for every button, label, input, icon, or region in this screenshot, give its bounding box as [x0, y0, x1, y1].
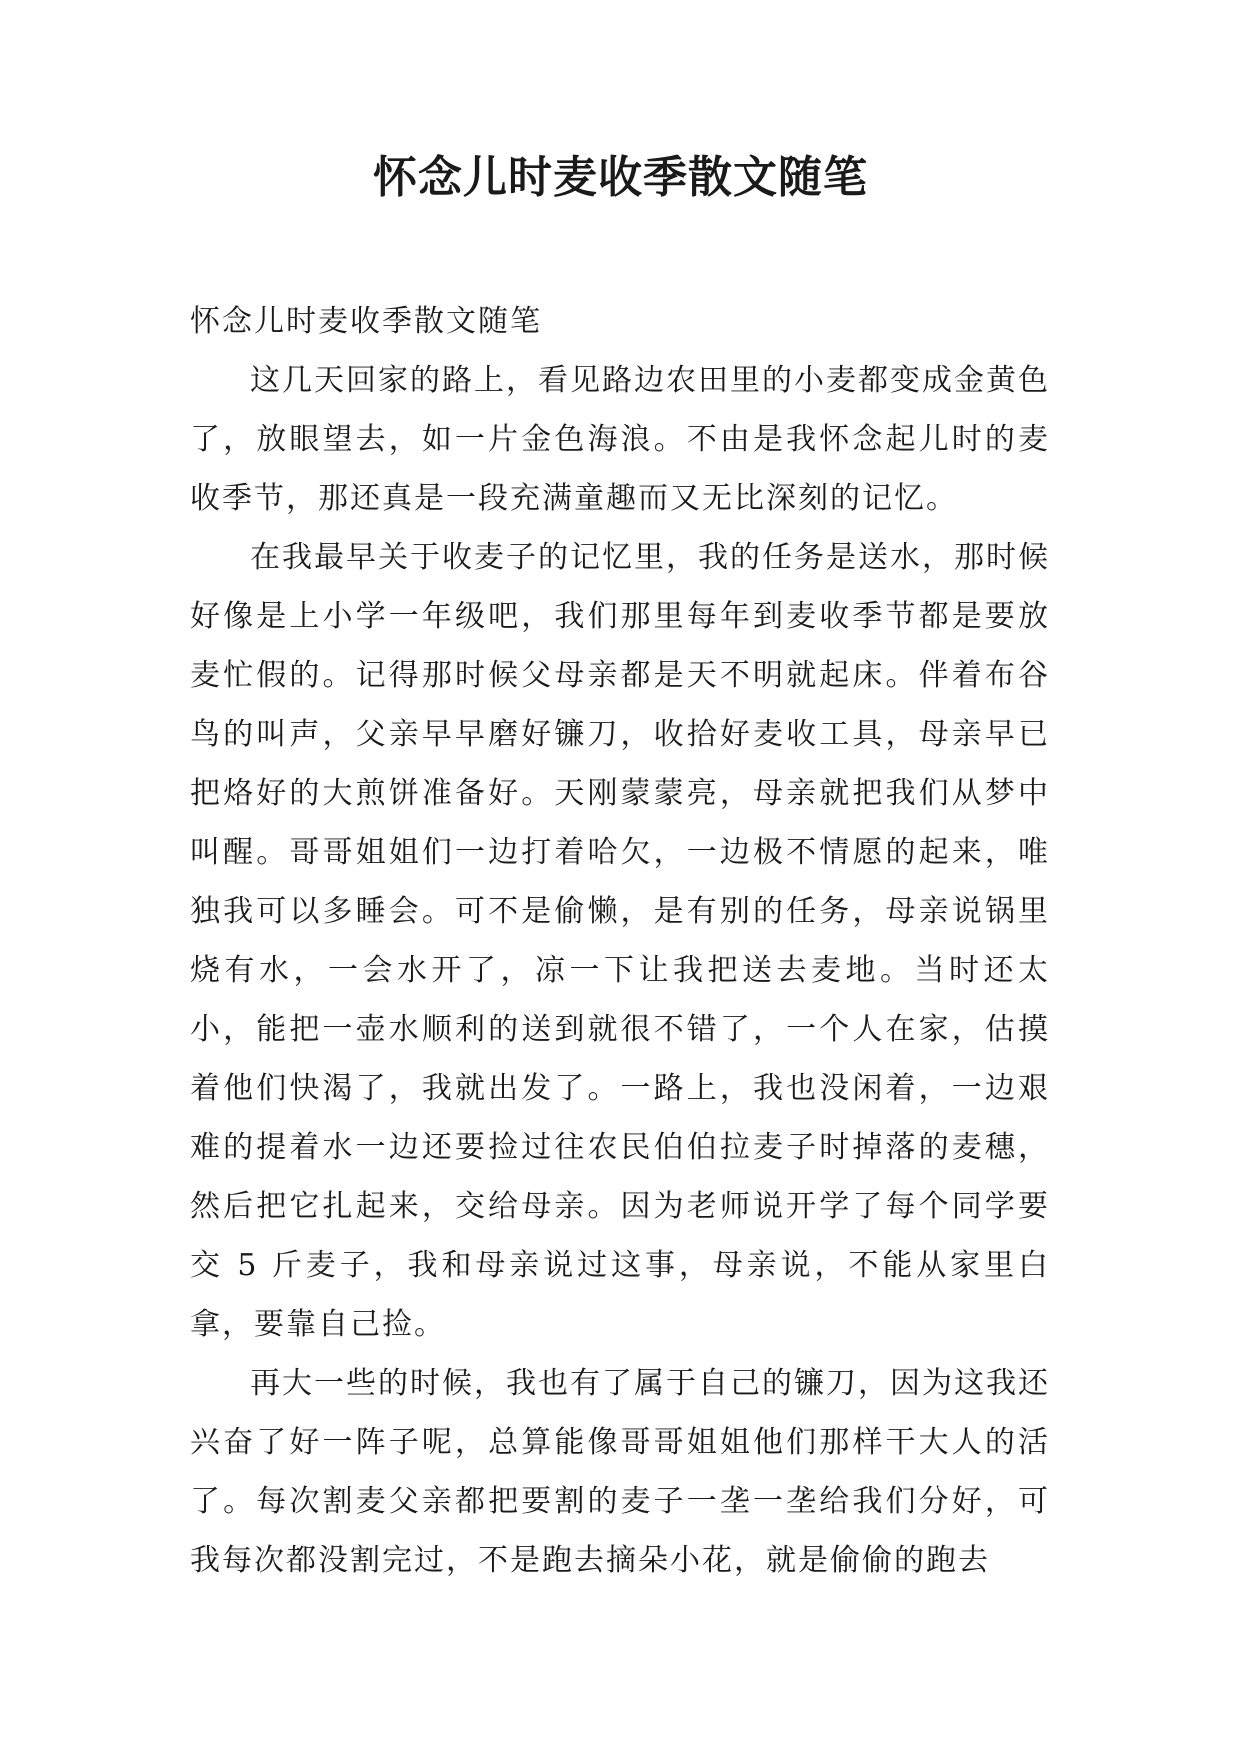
- paragraph-1: 这几天回家的路上，看见路边农田里的小麦都变成金黄色了，放眼望去，如一片金色海浪。不由是我怀念起儿时的麦收季节，那还真是一段充满童趣而又无比深刻的记忆。: [190, 363, 1050, 516]
- paragraph-3: 再大一些的时候，我也有了属于自己的镰刀，因为这我还兴奋了好一阵子呢，总算能像哥哥姐姐他们那样干大人的活了。每次割麦父亲都把要割的麦子一垄一垄给我们分好，可我每次都没割完过，不是跑去摘朵小花，就是偷偷的跑去: [190, 1366, 1050, 1578]
- document-subtitle: 怀念儿时麦收季散文随笔: [190, 304, 542, 339]
- document-body: [190, 292, 1050, 1590]
- paragraph-2: 在我最早关于收麦子的记忆里，我的任务是送水，那时候好像是上小学一年级吧，我们那里每年到麦收季节都是要放麦忙假的。记得那时候父母亲都是天不明就起床。伴着布谷鸟的叫声，父亲早早磨好镰刀，收拾好麦收工具，母亲早已把烙好的大煎饼准备好。天刚蒙蒙亮，母亲就把我们从梦中叫醒。哥哥姐姐们一边打着哈欠，一边极不情愿的起来，唯独我可以多睡会。可不是偷懒，是有别的任务，母亲说锅里烧有水，一会水开了，凉一下让我把送去麦地。当时还太小，能把一壶水顺利的送到就很不错了，一个人在家，估摸着他们快渴了，我就出发了。一路上，我也没闲着，一边艰难的提着水一边还要捡过往农民伯伯拉麦子时掉落的麦穗，然后把它扎起来，交给母亲。因为老师说开学了每个同学要交 5 斤麦子，我和母亲说过这事，母亲说，不能从家里白拿，要靠自己捡。: [190, 540, 1050, 1342]
- document-title: 怀念儿时麦收季散文随笔: [373, 152, 868, 203]
